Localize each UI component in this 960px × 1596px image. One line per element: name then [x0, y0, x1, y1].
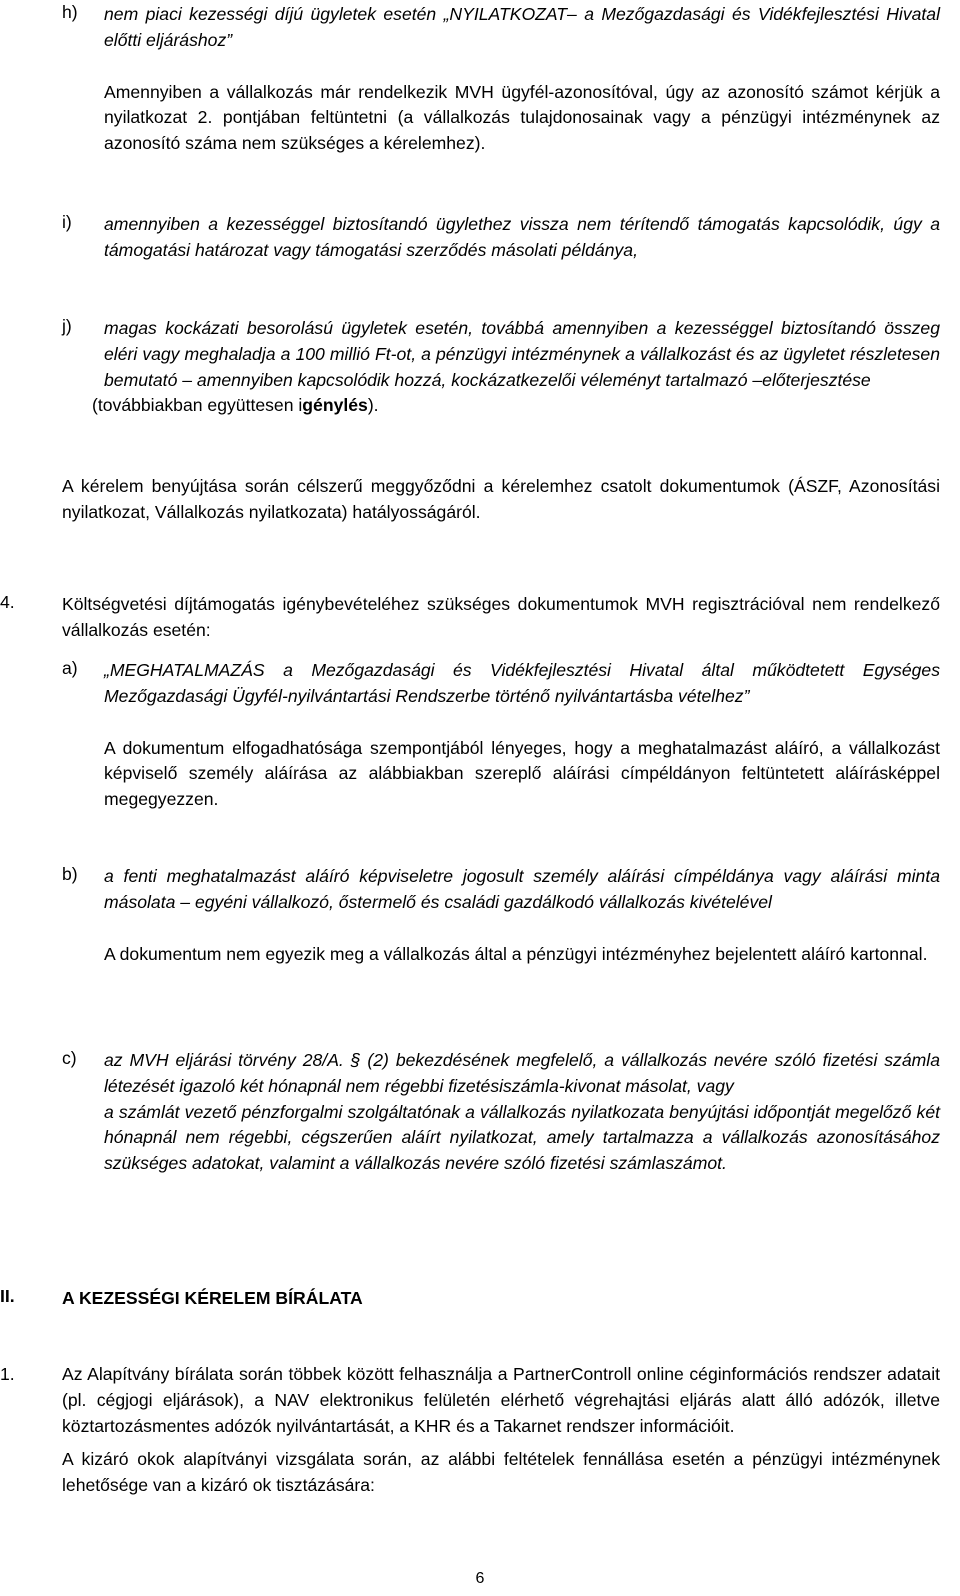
- item-h-label: h): [62, 2, 78, 22]
- page-number: 6: [475, 1570, 485, 1587]
- item-j: [62, 316, 940, 419]
- item-4c: [62, 1048, 940, 1177]
- section-ii-p2-text: A kizáró okok alapítványi vizsgálata során, az alábbi feltételek fennállása esetén a pénzügyi intézménynek lehetősége van a kizáró ok tisztázására:: [62, 1449, 940, 1496]
- item-j-suffix-pre: (továbbiakban együttesen i: [92, 395, 303, 416]
- item-4c-line1: az MVH eljárási törvény 28/A. § (2) bekezdésének megfelelő, a vállalkozás nevére szóló fizetési számla létezését igazoló két hónapnál nem régebbi fizetésiszámla-kivonat másolat, vagy: [104, 1050, 940, 1096]
- item-4a-label: a): [62, 658, 78, 678]
- item-j-suffix: [92, 393, 940, 419]
- item-i: [62, 212, 940, 264]
- item-j-label: j): [62, 316, 72, 336]
- item-4c-line2: a számlát vezető pénzforgalmi szolgáltatónak a vállalkozás nyilatkozata benyújtási időpontját megelőző két hónapnál nem régebbi, cégszerűen aláírt nyilatkozat, amely tartalmazza a vállalkozás azonosításához szükséges adatokat, valamint a vállalkozás nevére szóló fizetési számlaszámot.: [104, 1101, 940, 1174]
- item-4b-body: A dokumentum nem egyezik meg a vállalkozás által a pénzügyi intézményhez bejelentett aláíró kartonnal.: [104, 943, 928, 964]
- section-ii-p1-number: 1.: [0, 1364, 15, 1384]
- item-4b-label: b): [62, 864, 78, 884]
- section-4-number: 4.: [0, 592, 15, 612]
- item-h: [62, 2, 940, 157]
- item-h-title: nem piaci kezességi díjú ügyletek esetén „NYILATKOZAT– a Mezőgazdasági és Vidékfejlesztési Hivatal előtti eljáráshoz”: [104, 4, 940, 50]
- item-4b: [62, 864, 940, 967]
- item-4a: [62, 658, 940, 813]
- section-ii-number: II.: [0, 1286, 15, 1306]
- section-4-text: Költségvetési díjtámogatás igénybevételéhez szükséges dokumentumok MVH regisztrációval nem rendelkező vállalkozás esetén:: [62, 594, 940, 640]
- section-ii-paragraph-1: [0, 1362, 940, 1499]
- section-ii-p1-text: Az Alapítvány bírálata során többek között felhasználja a PartnerControll online céginformációs rendszer adatait (pl. cégjogi eljárások), a NAV elektronikus felületén elérhető végrehajtási eljárás alatt álló adózók, illetve köztartozásmentes adózók nyilvántartását, a KHR és a Takarnet rendszer információit.: [62, 1364, 940, 1436]
- section-4-intro: [0, 592, 940, 644]
- item-i-text: amennyiben a kezességgel biztosítandó ügylethez vissza nem térítendő támogatás kapcsolódik, úgy a támogatási határozat vagy támogatási szerződés másolati példánya,: [104, 214, 940, 260]
- item-4b-title: a fenti meghatalmazást aláíró képviseletre jogosult személy aláírási címpéldánya vagy aláírási minta másolata – egyéni vállalkozó, őstermelő és családi gazdálkodó vállalkozás kivételével: [104, 866, 940, 912]
- item-j-suffix-bold: génylés: [302, 395, 368, 416]
- item-j-text: magas kockázati besorolású ügyletek esetén, továbbá amennyiben a kezességgel biztosítandó összeg eléri vagy meghaladja a 100 millió Ft-ot, a pénzügyi intézménynek a vállalkozást és az ügyletet részletesen bemutató – amennyiben kapcsolódik hozzá, kockázatkezelői véleményt tartalmazó –előterjesztése: [104, 318, 940, 390]
- section-ii-heading-row: [0, 1286, 940, 1312]
- paragraph-check-documents: A kérelem benyújtása során célszerű meggyőződni a kérelemhez csatolt dokumentumok (ÁSZF, Azonosítási nyilatkozat, Vállalkozás nyilatkozata) hatályosságáról.: [62, 476, 940, 522]
- item-4a-body: A dokumentum elfogadhatósága szempontjából lényeges, hogy a meghatalmazást aláíró, a vállalkozást képviselő személy aláírása az alábbiakban szereplő aláírási címpéldányon feltüntetett aláírásképpel megegyezzen.: [104, 737, 940, 810]
- section-ii-heading: A KEZESSÉGI KÉRELEM BÍRÁLATA: [62, 1288, 363, 1308]
- item-j-suffix-post: ).: [367, 395, 379, 416]
- item-4a-title: „MEGHATALMAZÁS a Mezőgazdasági és Vidékfejlesztési Hivatal által működtetett Egységes Mezőgazdasági Ügyfél-nyilvántartási Rendszerbe történő nyilvántartásba vételhez”: [104, 660, 940, 706]
- item-4c-label: c): [62, 1048, 77, 1068]
- item-i-label: i): [62, 212, 72, 232]
- item-h-body: Amennyiben a vállalkozás már rendelkezik MVH ügyfél-azonosítóval, úgy az azonosító számot kérjük a nyilatkozat 2. pontjában feltüntetni (a vállalkozás tulajdonosainak vagy a pénzügyi intézménynek az azonosító száma nem szükséges a kérelemhez).: [104, 81, 940, 154]
